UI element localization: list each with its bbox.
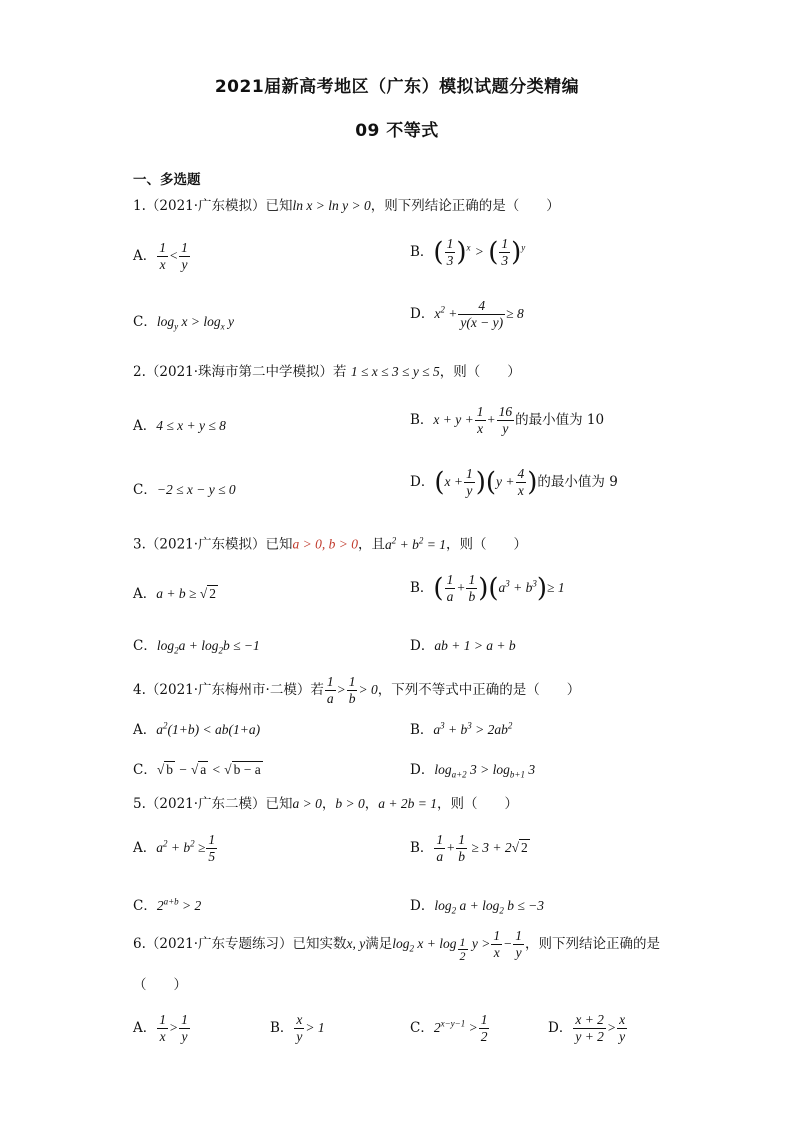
- question-3-option-b: B．( $\frac{1}{a}$ + $\frac{1}{b}$ )$(a^3 + b^3)\ge 1$: [410, 572, 565, 604]
- question-number: 4.: [133, 682, 146, 698]
- question-4-option-d: D．$\log_{a+2} 3 > \log_{b+1} 3$: [410, 762, 536, 780]
- question-source: （2021·广东二模）: [145, 796, 266, 812]
- document-title: 2021届新高考地区（广东）模拟试题分类精编: [214, 77, 580, 97]
- question-3-option-c: C．$\log_2a + \log_2b \le -1$: [133, 638, 260, 656]
- question-source: （2021·广东专题练习）: [145, 936, 293, 952]
- question-6-option-b: B． $\frac{x}{y}$ > 1: [270, 1012, 325, 1044]
- question-number: 3.: [133, 536, 146, 553]
- question-2-option-d: D．(x + $\frac{1}{y}$ )(y + $\frac{4}{x}$ )的最小值为 9: [410, 466, 618, 498]
- question-number: 1.: [133, 198, 146, 214]
- question-1-stem: 1.（2021·广东模拟）已知ln x > ln y > 0，则下列结论正确的是（ ）: [133, 198, 560, 214]
- question-5-option-c: C．$2^{a+b} > 2$: [133, 896, 202, 914]
- question-2-option-b: B．x + y + $\frac{1}{x}$ + $\frac{16}{y}$ 的最小值为 10: [410, 404, 605, 436]
- question-6-stem: 6.（2021·广东专题练习）已知实数x, y满足$\log_2 x + \log$ $_{\frac{1}{2}}$ y > $\frac{1}{x}$ − $\frac{1}{y}$ ，则下列结论正确的是（ ）: [133, 928, 661, 993]
- question-5-option-a: A．$a^2 + b^2$ ≥ $\frac{1}{5}$: [133, 832, 216, 864]
- question-6-option-d: D． $\frac{x + 2}{y + 2}$ > $\frac{x}{y}$: [548, 1012, 626, 1044]
- question-4-option-a: A．$a^2(1+b) < ab(1+a)$: [133, 720, 261, 738]
- question-number: 2.: [133, 364, 146, 380]
- question-2-stem: 2.（2021·珠海市第二中学模拟）若 1 ≤ x ≤ 3 ≤ y ≤ 5，则（ ）: [133, 364, 521, 380]
- question-1-option-a: A． $\frac{1}{x}$ < $\frac{1}{y}$: [133, 240, 188, 272]
- question-5-option-d: D．$\log_2 a + \log_2 b \le -3$: [410, 898, 544, 916]
- question-2-option-a: A．4 ≤ x + y ≤ 8: [133, 418, 226, 434]
- question-3-option-d: D．ab + 1 > a + b: [410, 638, 516, 654]
- question-source: （2021·广东模拟）: [145, 198, 266, 214]
- question-number: 6.: [133, 936, 146, 952]
- question-3-option-a: A．a + b ≥ √ 2: [133, 586, 216, 602]
- question-source: （2021·广东梅州市·二模）: [145, 682, 311, 698]
- question-number: 5.: [133, 796, 146, 812]
- question-4-stem: 4.（2021·广东梅州市·二模）若 $\frac{1}{a}$ > $\frac{1}{b}$ > 0，下列不等式中正确的是（ ）: [133, 674, 581, 706]
- question-5-option-b: B． $\frac{1}{a}$ + $\frac{1}{b}$ ≥ 3 + 2√ 2: [410, 832, 528, 864]
- question-2-option-c: C．−2 ≤ x − y ≤ 0: [133, 482, 236, 498]
- question-6-option-c: C．$2^{x-y-1}$ > $\frac{1}{2}$: [410, 1012, 488, 1044]
- section-heading: 一、多选题: [133, 172, 201, 188]
- question-source: （2021·珠海市第二中学模拟）: [145, 364, 334, 380]
- question-1-option-d: D．$x^2$ + $\frac{4}{y(x - y)}$ ≥ 8: [410, 298, 524, 330]
- chapter-title: 09 不等式: [355, 121, 439, 141]
- question-6-option-a: A． $\frac{1}{x}$ > $\frac{1}{y}$: [133, 1012, 188, 1044]
- question-4-option-c: C．√ b − √ a < √ b − a: [133, 762, 261, 778]
- question-5-stem: 5.（2021·广东二模）已知a > 0，b > 0，a + 2b = 1，则（ ）: [133, 796, 519, 812]
- question-source: （2021·广东模拟）: [145, 536, 266, 553]
- question-1-option-c: C．$\log_y x > \log_x y$: [133, 314, 234, 332]
- question-3-stem: 3.（2021·广东模拟）已知a > 0, b > 0，且$a^2 + b^2 = 1$，则（ ）: [133, 535, 528, 553]
- question-4-option-b: B．$a^3 + b^3 > 2ab^2$: [410, 720, 513, 738]
- question-1-option-b: B．( $\frac{1}{3}$ )$^x$ > ( $\frac{1}{3}$ )$^y$: [410, 236, 526, 268]
